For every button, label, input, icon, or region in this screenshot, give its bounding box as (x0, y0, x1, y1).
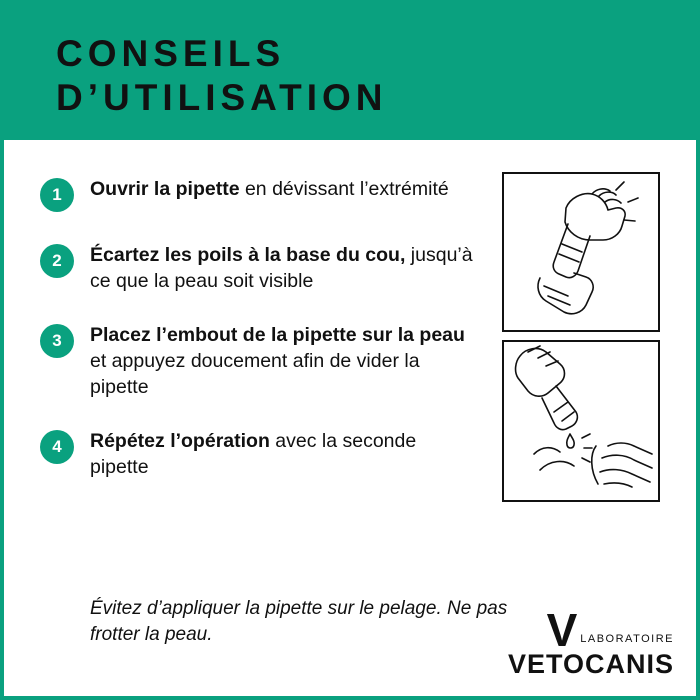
step-number-badge-2: 2 (40, 244, 74, 278)
step-text-1-bold: Ouvrir la pipette (90, 178, 240, 200)
page-title-line-2: D’UTILISATION (56, 77, 388, 118)
step-number-badge-3: 3 (40, 324, 74, 358)
step-text-1-regular: en dévissant l’extrémité (239, 178, 449, 200)
step-item-2 (40, 242, 480, 294)
step-text-3-bold: Placez l’embout de la pipette sur la peau (90, 324, 465, 346)
header-banner (4, 4, 696, 140)
step-item-1 (40, 176, 480, 212)
step-text-4 (90, 428, 480, 480)
step-text-2-bold: Écartez les poils à la base du cou, (90, 244, 406, 266)
step-text-1 (90, 176, 449, 202)
hand-applying-pipette-on-skin-illustration (502, 340, 660, 502)
page-title-line-1: CONSEILS (56, 33, 286, 74)
brand-logo (507, 604, 674, 679)
step-text-2 (90, 242, 480, 294)
warning-note: Évitez d’appliquer la pipette sur le pelage. Ne pas frotter la peau. (90, 598, 508, 645)
step-text-3-regular: et appuyez doucement afin de vider la pipette (90, 350, 420, 398)
step-number-badge-4: 4 (40, 430, 74, 464)
step-text-2-regular: jusqu’à ce que la peau soit visible (90, 244, 473, 292)
step-text-4-regular: avec la seconde pipette (90, 430, 417, 478)
step-item-3 (40, 322, 480, 400)
logo-tagline: LABORATOIRE (580, 633, 674, 645)
step-item-4 (40, 428, 480, 480)
hand-opening-pipette-illustration (502, 172, 660, 332)
logo-v-mark: V (546, 604, 577, 656)
logo-brand-name: VETOCANIS (507, 649, 674, 679)
step-text-4-bold: Répétez l’opération (90, 430, 270, 452)
step-text-3 (90, 322, 480, 400)
step-number-badge-1: 1 (40, 178, 74, 212)
steps-list (40, 176, 480, 490)
